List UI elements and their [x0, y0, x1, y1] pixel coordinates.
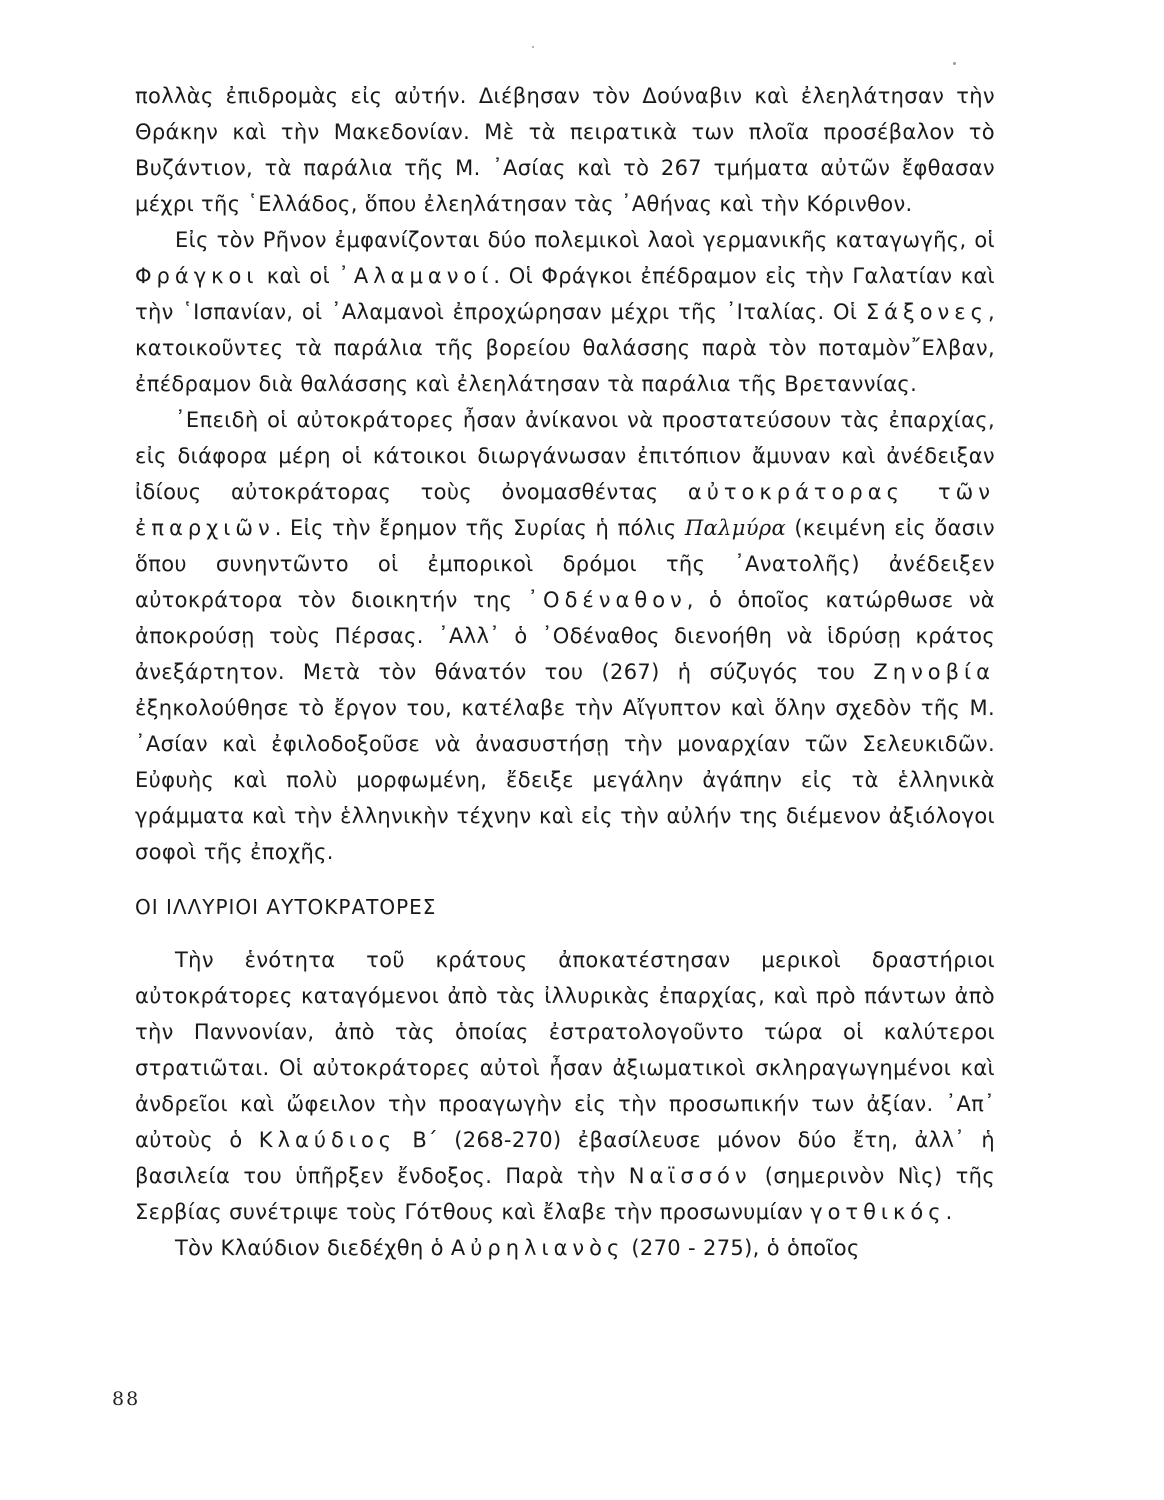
text-run: (σημερινὸν Νὶς) τῆς Σερβίας συνέτριψε τοὺς Γότθους καὶ ἔλαβε τὴν προσωνυμίαν [135, 1164, 995, 1224]
text-run: . Εἰς τὴν ἔρημον τῆς Συρίας ἡ πόλις [274, 516, 685, 540]
page-number: 88 [112, 1388, 141, 1410]
emphasized-term: Αὐρηλιανὸς [450, 1236, 625, 1260]
emphasized-term: αὐτοκράτορας τῶν ἐπαρχιῶν [135, 480, 995, 540]
paper-speck [532, 46, 534, 48]
text-run: Β΄ (268-270) ἐβασίλευσε μόνον δύο ἔτη, ἀλλ᾿ ἡ βασιλεία του ὑπῆρξεν ἔνδοξος. Παρὰ τὴν [135, 1128, 996, 1188]
paragraph-aurelian [135, 1230, 995, 1266]
text-run: , κατοικοῦντες τὰ παράλια τῆς βορείου θαλάσσης παρὰ τὸν ποταμὸν῎Ελβαν, ἐπέδραμον διὰ θαλάσσης καὶ ἐλεηλάτησαν τὰ παράλια τῆς Βρεταννίας. [135, 300, 995, 396]
text-run: Τὸν Κλαύδιον διεδέχθη ὁ [175, 1236, 451, 1260]
emphasized-term: Ζηνοβία [873, 660, 995, 684]
paragraph-provincial-emperors [135, 402, 995, 870]
body-text [135, 78, 995, 1266]
emphasized-term: Κλαύδιος [258, 1128, 397, 1152]
paper-speck [953, 62, 956, 65]
emphasized-term: γοτθικός [810, 1200, 946, 1224]
emphasized-term: Φράγκοι [135, 264, 259, 288]
text-run: . Οἱ Φράγκοι ἐπέδραμον εἰς τὴν Γαλατίαν καὶ τὴν ῾Ισπανίαν, οἱ ᾿Αλαμανοὶ ἐπροχώρησαν μέχρι τῆς ᾿Ιταλίας. Οἱ [135, 264, 995, 324]
text-run: πολλὰς ἐπιδρομὰς εἰς αὐτήν. Διέβησαν τὸν Δούναβιν καὶ ἐλεηλάτησαν τὴν Θράκην καὶ τὴν Μακεδονίαν. Μὲ τὰ πειρατικὰ των πλοῖα προσέβαλον τὸ Βυζάντιον, τὰ παράλια τῆς Μ. ᾿Ασίας καὶ τὸ 267 τμήματα αὐτῶν ἔφθασαν μέχρι τῆς ῾Ελλάδος, ὅπου ἐλεηλάτησαν τὰς ᾿Αθήνας καὶ τὴν Κόρινθον. [135, 84, 995, 216]
text-run: (270 - 275), ὁ ὁποῖος [624, 1236, 860, 1260]
text-run: Τὴν ἑνότητα τοῦ κράτους ἀποκατέστησαν μερικοὶ δραστήριοι αὐτοκράτορες καταγόμενοι ἀπὸ τὰς ἰλλυρικὰς ἐπαρχίας, καὶ πρὸ πάντων ἀπὸ τὴν Παννονίαν, ἀπὸ τὰς ὁποίας ἐστρατολογοῦντο τώρα οἱ καλύτεροι στρατιῶται. Οἱ αὐτοκράτορες αὐτοὶ ἦσαν ἀξιωματικοὶ σκληραγωγημένοι καὶ ἀνδρεῖοι καὶ ὤφειλον τὴν προαγωγὴν εἰς τὴν προσωπικήν των ἀξίαν. ᾿Απ᾿ αὐτοὺς ὁ [135, 948, 995, 1152]
text-run: ἐξηκολούθησε τὸ ἔργον του, κατέλαβε τὴν Αἴγυπτον καὶ ὅλην σχεδὸν τῆς Μ. ᾿Ασίαν καὶ ἐφιλοδοξοῦσε νὰ ἀνασυστήσῃ τὴν μοναρχίαν τῶν Σελευκιδῶν. Εὐφυὴς καὶ πολὺ μορφωμένη, ἔδειξε μεγάλην ἀγάπην εἰς τὰ ἑλληνικὰ γράμματα καὶ τὴν ἑλληνικὴν τέχνην καὶ εἰς τὴν αὐλήν της διέμενον ἀξιόλογοι σοφοὶ τῆς ἐποχῆς. [135, 696, 995, 864]
text-run: , ὁ ὁποῖος κατώρθωσε νὰ ἀποκρούσῃ τοὺς Πέρσας. ᾿Αλλ᾿ ὁ ᾿Οδέναθος διενοήθη νὰ ἱδρύσῃ κράτος ἀνεξάρτητον. Μετὰ τὸν θάνατόν του (267) ἡ σύζυγός του [135, 588, 995, 684]
text-run: Εἰς τὸν Ρῆνον ἐμφανίζονται δύο πολεμικοὶ λαοὶ γερμανικῆς καταγωγῆς, οἱ [175, 228, 995, 252]
paragraph-illyrian-emperors [135, 942, 995, 1230]
emphasized-term: ᾿Οδέναθον [527, 588, 687, 612]
emphasized-term: ᾿Αλαμανοί [338, 264, 494, 288]
emphasized-term: Ναϊσσόν [628, 1164, 752, 1188]
italic-term: Παλμύρα [684, 516, 787, 540]
text-run: καὶ οἱ [258, 264, 339, 288]
paragraph-germanic-peoples [135, 222, 995, 402]
paragraph-invasions [135, 78, 995, 222]
text-run: . [945, 1200, 953, 1224]
section-heading: ΟΙ ΙΛΛΥΡΙΟΙ ΑΥΤΟΚΡΑΤΟΡΕΣ [135, 895, 437, 919]
text-run: (κειμένη εἰς ὄασιν ὅπου συνηντῶντο οἱ ἐμπορικοὶ δρόμοι τῆς ᾿Ανατολῆς) ἀνέδειξεν αὐτοκράτορα τὸν διοικητήν της [135, 516, 995, 612]
text-run: ᾿Επειδὴ οἱ αὐτοκράτορες ἦσαν ἀνίκανοι νὰ προστατεύσουν τὰς ἐπαρχίας, εἰς διάφορα μέρη οἱ κάτοικοι διωργάνωσαν ἐπιτόπιον ἄμυναν καὶ ἀνέδειξαν ἰδίους αὐτοκράτορας τοὺς ὀνομασθέντας [135, 408, 995, 504]
emphasized-term: Σάξονες [865, 300, 988, 324]
